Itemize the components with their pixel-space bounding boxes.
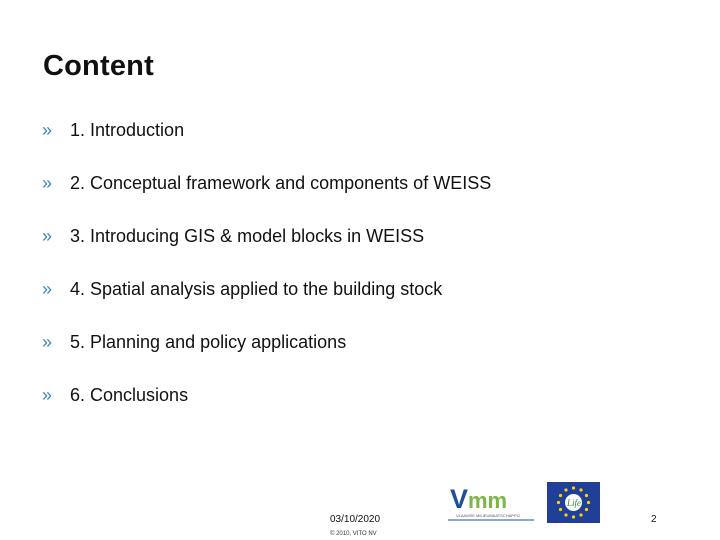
page-number: 2 [651, 514, 657, 525]
agenda-item-text: 6. Conclusions [70, 385, 189, 405]
eu-life-logo [547, 482, 600, 523]
bullet-icon: » [42, 173, 53, 193]
agenda-item-text: 5. Planning and policy applications [70, 332, 347, 352]
agenda-item [42, 328, 491, 381]
svg-text:VLAAMSE MILIEUMAATSCHAPPIJ: VLAAMSE MILIEUMAATSCHAPPIJ [456, 513, 520, 518]
agenda-item [42, 116, 491, 169]
bullet-icon: » [42, 332, 53, 352]
agenda-item-text: 2. Conceptual framework and components of WEISS [70, 173, 492, 193]
bullet-icon: » [42, 279, 53, 299]
bullet-icon: » [42, 385, 53, 405]
agenda-item [42, 275, 491, 328]
slide-title: Content [43, 50, 154, 82]
svg-text:Life: Life [567, 498, 582, 508]
agenda-item [42, 169, 491, 222]
agenda-item [42, 381, 491, 434]
footer-date: 03/10/2020 [330, 514, 381, 525]
svg-text:mm: mm [468, 488, 508, 513]
agenda-list [42, 116, 491, 434]
svg-text:V: V [450, 484, 469, 514]
bullet-icon: » [42, 226, 53, 246]
footer-copyright: © 2010, VITO NV [330, 531, 377, 537]
vmm-logo [446, 484, 538, 524]
bullet-icon: » [42, 120, 53, 140]
agenda-item-text: 4. Spatial analysis applied to the building stock [70, 279, 443, 299]
agenda-item-text: 1. Introduction [70, 120, 185, 140]
agenda-item-text: 3. Introducing GIS & model blocks in WEISS [70, 226, 425, 246]
agenda-item [42, 222, 491, 275]
